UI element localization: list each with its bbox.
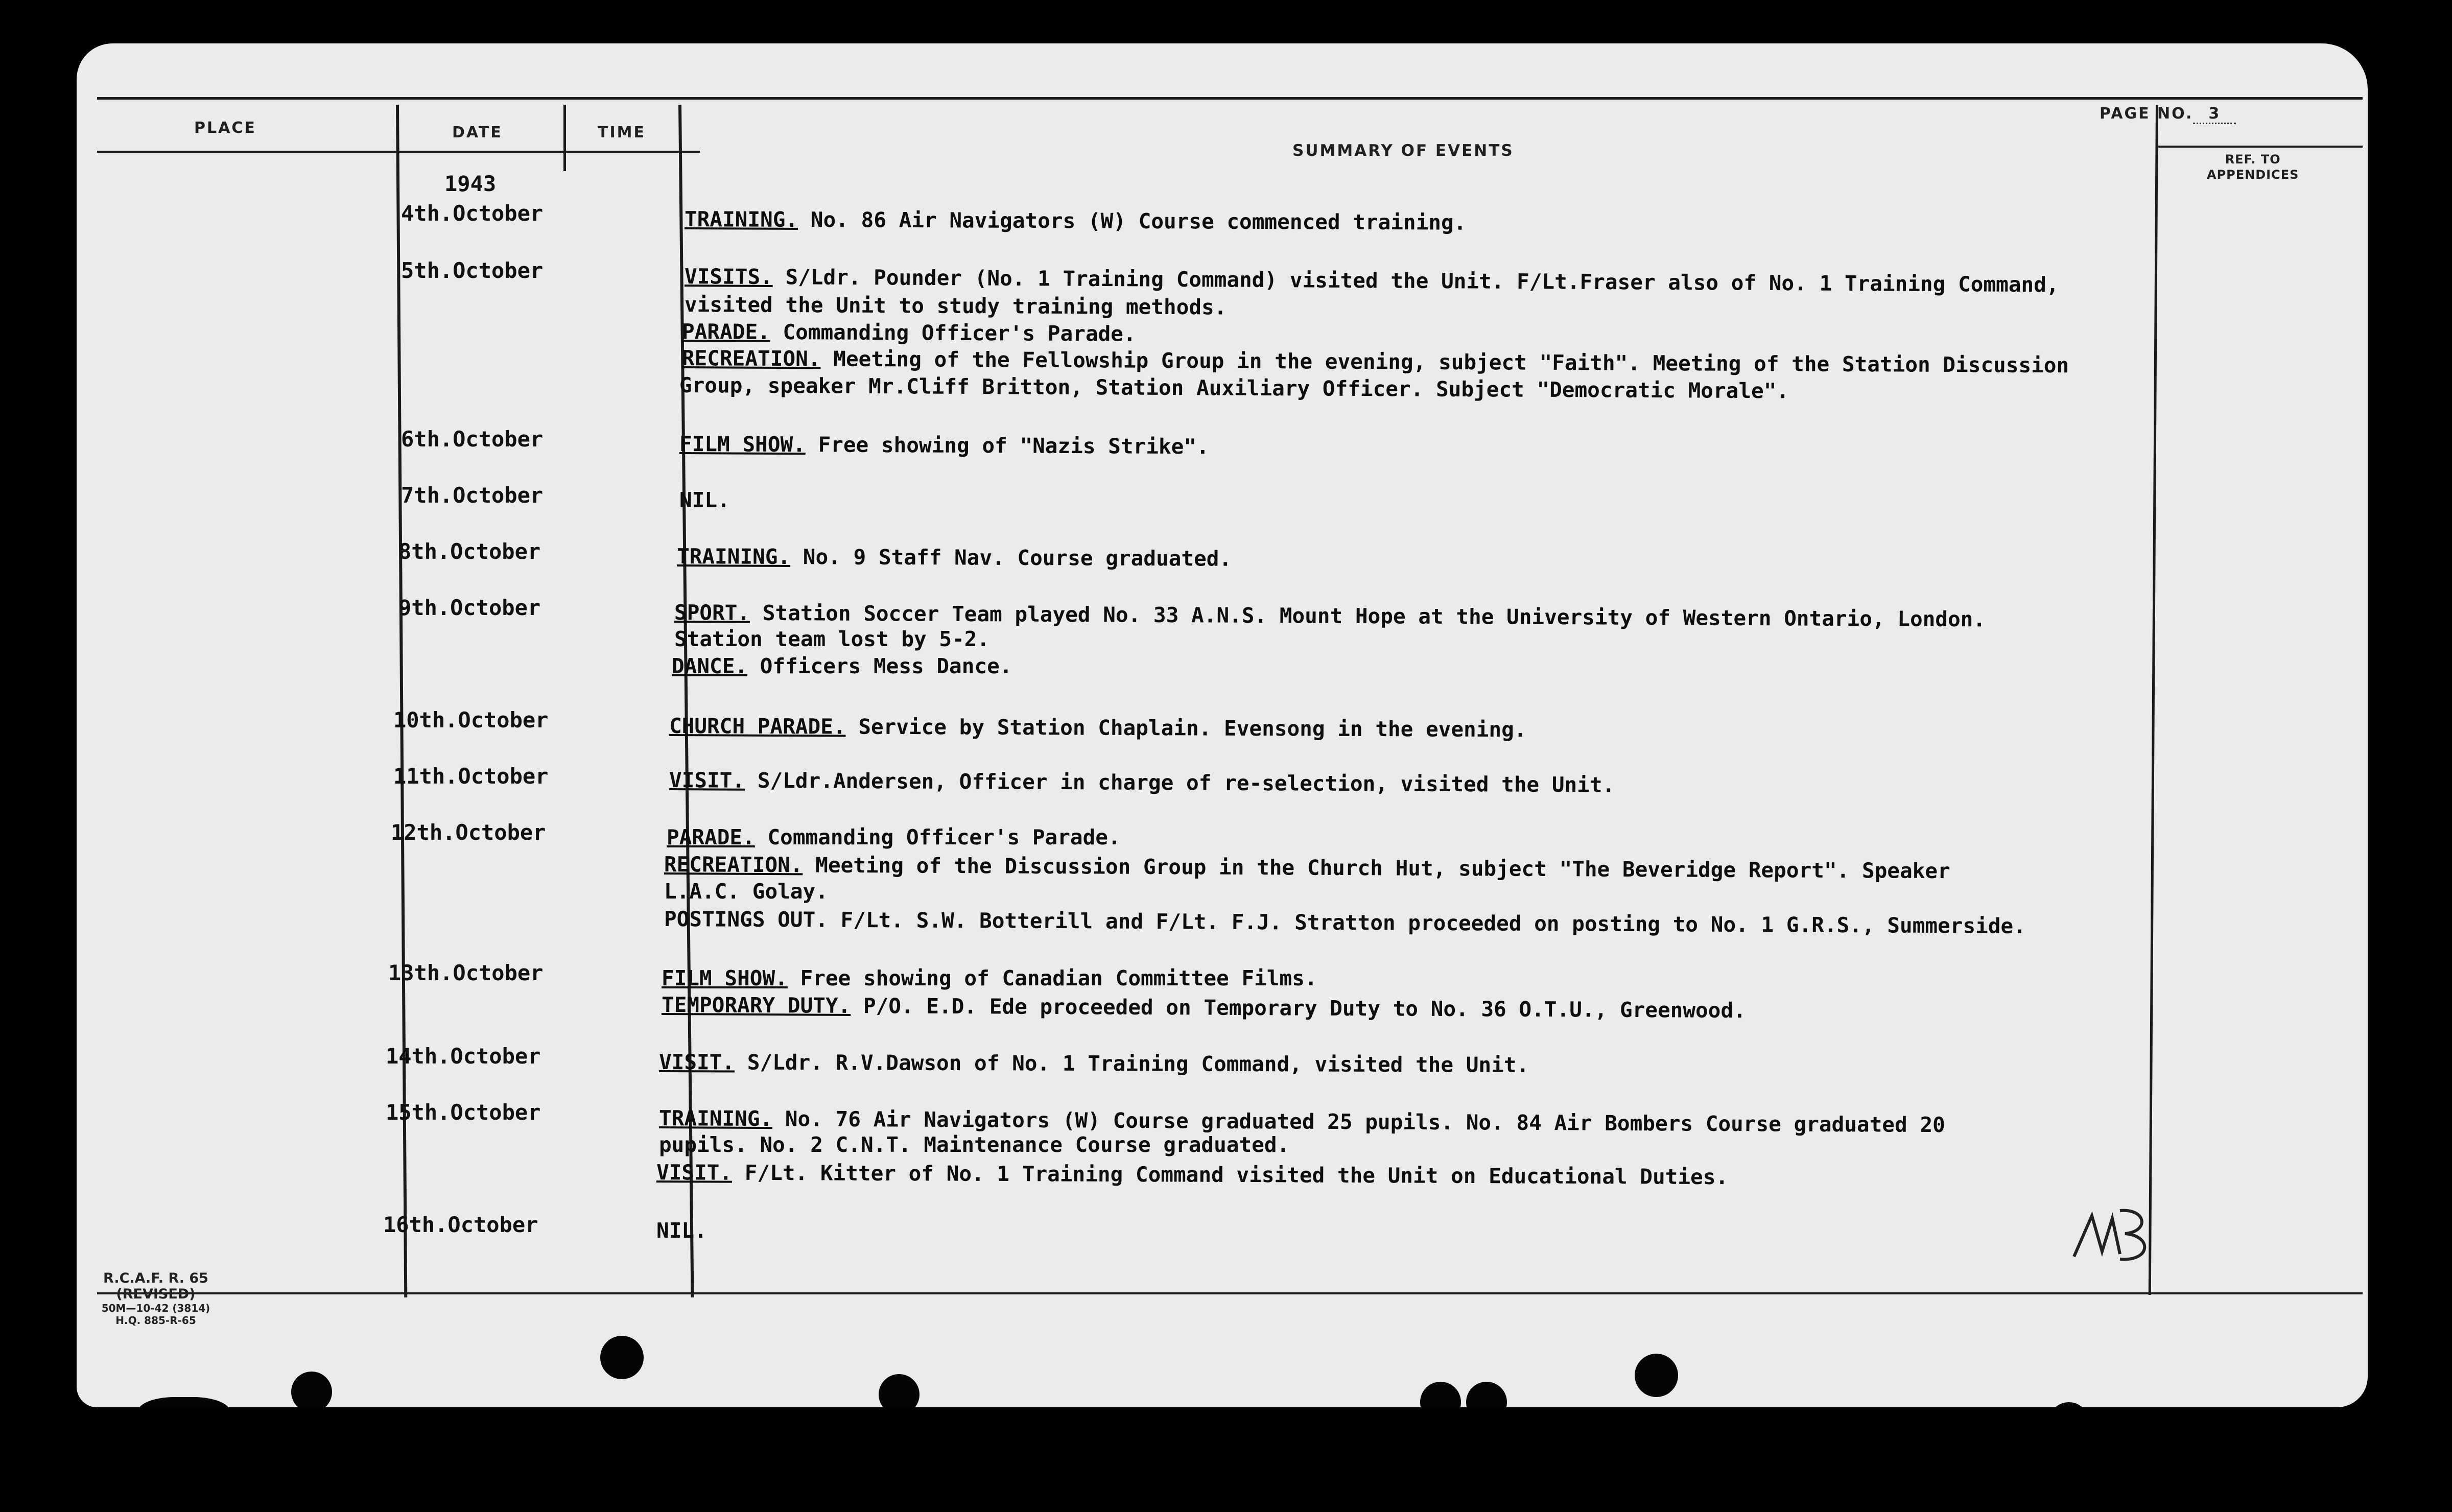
- form-number: R.C.A.F. R. 65 (REVISED) 50M—10-42 (3814) H.Q. 885-R-65: [101, 1270, 210, 1327]
- diary-page: [77, 43, 2368, 1407]
- appendix-header-rule: [2158, 146, 2363, 148]
- date-entry: 8th.October: [398, 539, 541, 564]
- summary-line: RECREATION. Meeting of the Fellowship Group in the evening, subject "Faith". Meeting of the Station Discussion: [681, 346, 2069, 378]
- summary-line: PARADE. Commanding Officer's Parade.: [681, 319, 1136, 346]
- summary-line: RECREATION. Meeting of the Discussion Group in the Church Hut, subject "The Beveridge Report". Speaker: [664, 852, 1950, 884]
- date-entry: 15th.October: [386, 1100, 541, 1125]
- date-entry: 12th.October: [391, 820, 546, 845]
- summary-line: visited the Unit to study training methods.: [684, 292, 1227, 320]
- summary-line: Group, speaker Mr.Cliff Britton, Station Auxiliary Officer. Subject "Democratic Morale".: [679, 373, 1789, 404]
- year-label: 1943: [444, 171, 497, 196]
- date-entry: 4th.October: [401, 201, 544, 226]
- date-time-divider: [563, 105, 566, 171]
- summary-line: CHURCH PARADE. Service by Station Chaplain. Evensong in the evening.: [669, 714, 1527, 742]
- punch-hole: [879, 1374, 920, 1407]
- date-entry: 7th.October: [401, 483, 544, 508]
- summary-line: VISITS. S/Ldr. Pounder (No. 1 Training Command) visited the Unit. F/Lt.Fraser also of No. 1 Training Command,: [684, 264, 2059, 297]
- summary-line: TRAINING. No. 86 Air Navigators (W) Course commenced training.: [684, 207, 1467, 235]
- summary-line: SPORT. Station Soccer Team played No. 33 A.N.S. Mount Hope at the University of Western Ontario, London.: [674, 600, 1986, 632]
- column-header-appendices: REF. TO APPENDICES: [2207, 152, 2299, 182]
- summary-line: FILM SHOW. Free showing of "Nazis Strike".: [679, 432, 1209, 459]
- summary-line: PARADE. Commanding Officer's Parade.: [667, 825, 1121, 849]
- summary-line: TRAINING. No. 9 Staff Nav. Course graduated.: [676, 544, 1232, 571]
- punch-hole: [1635, 1354, 1678, 1397]
- page-number: PAGE NO. 3: [2100, 105, 2236, 123]
- torn-corner: [138, 1397, 230, 1407]
- handwritten-initials: [2064, 1195, 2166, 1272]
- punch-hole: [2048, 1402, 2089, 1407]
- punch-hole: [1420, 1382, 1461, 1407]
- summary-line: FILM SHOW. Free showing of Canadian Committee Films.: [662, 966, 1317, 990]
- date-entry: 6th.October: [401, 427, 544, 452]
- summary-line: DANCE. Officers Mess Dance.: [672, 654, 1012, 678]
- date-entry: 5th.October: [401, 258, 544, 283]
- summary-line: NIL.: [656, 1218, 707, 1243]
- column-header-time: TIME: [598, 124, 646, 141]
- summary-line: TRAINING. No. 76 Air Navigators (W) Course graduated 25 pupils. No. 84 Air Bombers Course graduated 20: [658, 1106, 1945, 1138]
- column-header-summary: SUMMARY OF EVENTS: [1292, 141, 1514, 160]
- date-entry: 10th.October: [393, 707, 549, 733]
- bottom-rule: [97, 1292, 2363, 1294]
- summary-line: NIL.: [679, 488, 730, 512]
- column-header-place: PLACE: [194, 119, 256, 137]
- summary-line: VISIT. F/Lt. Kitter of No. 1 Training Command visited the Unit on Educational Duties.: [656, 1160, 1729, 1190]
- date-entry: 9th.October: [398, 595, 541, 620]
- summary-line: VISIT. S/Ldr.Andersen, Officer in charge of re-selection, visited the Unit.: [669, 768, 1615, 797]
- date-entry: 11th.October: [393, 764, 549, 789]
- column-header-date: DATE: [452, 124, 503, 141]
- date-entry: 13th.October: [388, 960, 544, 985]
- header-top-rule: [97, 97, 2363, 100]
- summary-line: pupils. No. 2 C.N.T. Maintenance Course graduated.: [659, 1132, 1290, 1157]
- summary-line: Station team lost by 5-2.: [674, 627, 990, 651]
- summary-line: L.A.C. Golay.: [664, 879, 828, 904]
- punch-hole: [1466, 1382, 1507, 1407]
- punch-hole: [291, 1372, 332, 1407]
- punch-hole: [600, 1336, 644, 1379]
- date-entry: 14th.October: [386, 1044, 541, 1069]
- summary-line: VISIT. S/Ldr. R.V.Dawson of No. 1 Training Command, visited the Unit.: [658, 1050, 1529, 1077]
- summary-line: TEMPORARY DUTY. P/O. E.D. Ede proceeded on Temporary Duty to No. 36 O.T.U., Greenwood.: [661, 993, 1746, 1023]
- summary-appendix-divider: [2149, 105, 2158, 1295]
- summary-line: POSTINGS OUT. F/Lt. S.W. Botterill and F/Lt. F.J. Stratton proceeded on posting to No. 1 G.R.S., Summerside.: [664, 907, 2026, 938]
- date-entry: 16th.October: [383, 1212, 538, 1237]
